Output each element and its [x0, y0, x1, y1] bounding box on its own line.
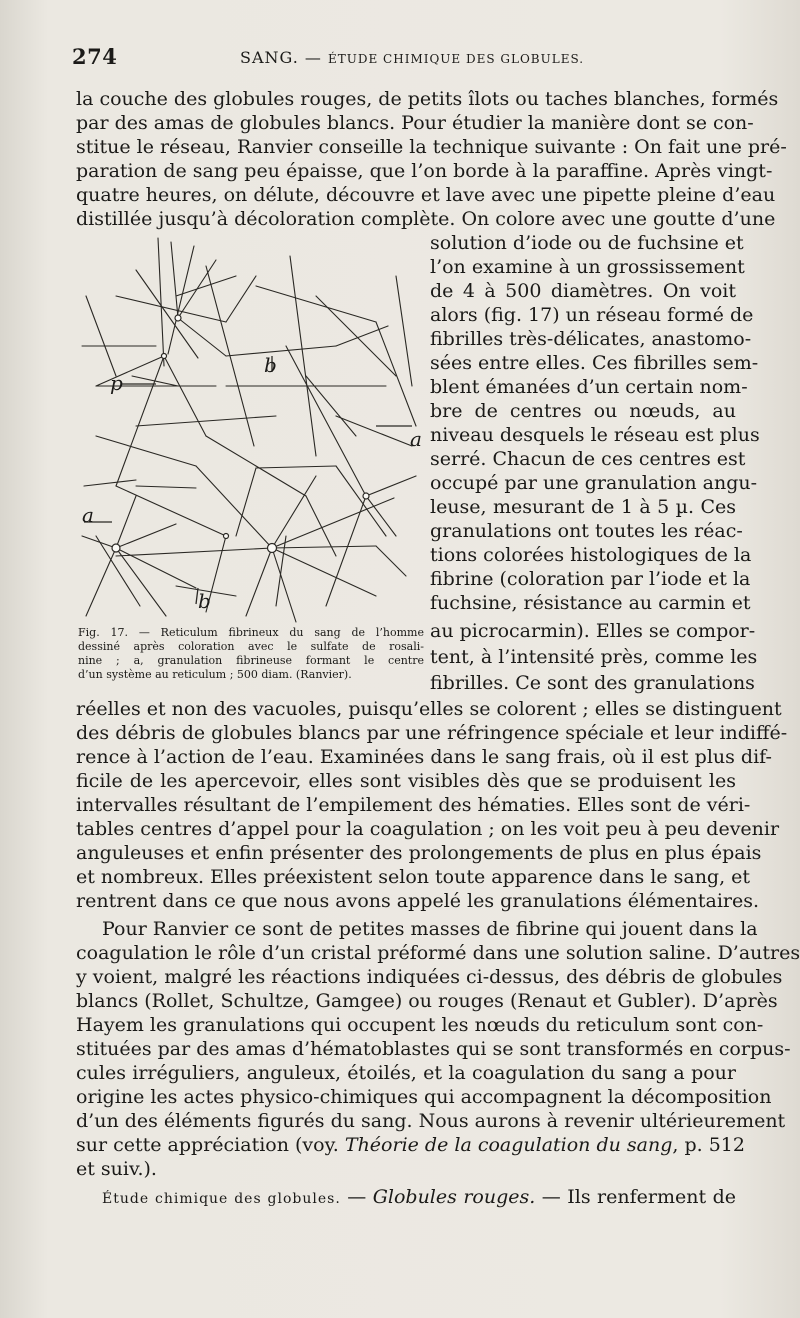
- text-line: rence à l’action de l’eau. Examinées dans le sang frais, où il est plus dif-: [76, 746, 772, 768]
- text-line: paration de sang peu épaisse, que l’on borde à la paraffine. Après vingt-: [76, 160, 773, 182]
- text-line: la couche des globules rouges, de petits îlots ou taches blanches, formés: [76, 88, 779, 110]
- figure-label-b-bottom: b: [198, 589, 211, 613]
- section-text: — Ils renferment de: [535, 1186, 736, 1208]
- figure-caption: [78, 626, 424, 682]
- text-line: tent, à l’intensité près, comme les: [430, 646, 758, 668]
- running-title-main: SANG.: [240, 48, 299, 67]
- text-line: granulations ont toutes les réac-: [430, 520, 743, 542]
- text-line: Hayem les granulations qui occupent les nœuds du reticulum sont con-: [76, 1014, 764, 1036]
- running-header: [72, 44, 732, 76]
- text-line: et nombreux. Elles préexistent selon toute apparence dans le sang, et: [76, 866, 751, 888]
- text-line: y voient, malgré les réactions indiquées ci-dessus, des débris de globules: [76, 966, 783, 988]
- text-line: l’on examine à un grossissement: [430, 256, 745, 278]
- text-line: alors (fig. 17) un réseau formé de: [430, 304, 754, 326]
- voy-title-italic: Théorie de la coagulation du sang: [344, 1134, 673, 1156]
- text-line: stituées par des amas d’hématoblastes qui se sont transformés en corpus-: [76, 1038, 791, 1060]
- text-line: sées entre elles. Ces fibrilles sem-: [430, 352, 759, 374]
- text-line: stitue le réseau, Ranvier conseille la technique suivante : On fait une pré-: [76, 136, 787, 158]
- text-line: origine les actes physico-chimiques qui accompagnent la décomposition: [76, 1086, 772, 1108]
- text-line: par des amas de globules blancs. Pour étudier la manière dont se con-: [76, 112, 754, 134]
- figure-label-a-left: a: [82, 503, 94, 527]
- text-line: rentrent dans ce que nous avons appelé les granulations élémentaires.: [76, 890, 760, 912]
- section-heading: Étude chimique des globules.: [102, 1191, 341, 1207]
- figure-label-a-right: a: [410, 427, 422, 451]
- text-line: au picrocarmin). Elles se compor-: [430, 620, 756, 642]
- text-line: leuse, mesurant de 1 à 5 µ. Ces: [430, 496, 736, 518]
- text-line: niveau desquels le réseau est plus: [430, 424, 760, 446]
- text-line: tions colorées histologiques de la: [430, 544, 752, 566]
- running-title-sub: ÉTUDE CHIMIQUE DES GLOBULES.: [327, 52, 585, 66]
- text-line: quatre heures, on délute, découvre et lave avec une pipette pleine d’eau: [76, 184, 776, 206]
- text-line: fibrilles très-délicates, anastomo-: [430, 328, 752, 350]
- caption-line: dessiné après coloration avec le sulfate de rosali-: [78, 640, 424, 653]
- text-line: bre de centres ou nœuds, au: [430, 400, 736, 422]
- text-line: des débris de globules blancs par une réfringence spéciale et leur indiffé-: [76, 722, 788, 744]
- text-line: blent émanées d’un certain nom-: [430, 376, 748, 398]
- text-line: occupé par une granulation angu-: [430, 472, 758, 494]
- text-line: tables centres d’appel pour la coagulation ; on les voit peu à peu devenir: [76, 818, 780, 840]
- figure-label-p: p: [110, 371, 123, 395]
- text-line: coagulation le rôle d’un cristal préformé dans une solution saline. D’autres: [76, 942, 800, 964]
- caption-line: Fig. 17. — Reticulum fibrineux du sang de l’homme: [78, 626, 424, 639]
- subsection-title: Globules rouges.: [372, 1186, 536, 1208]
- text-line: cules irréguliers, anguleux, étoilés, et la coagulation du sang a pour: [76, 1062, 736, 1084]
- text-line: réelles et non des vacuoles, puisqu’elles se colorent ; elles se distinguent: [76, 698, 782, 720]
- text-line: fuchsine, résistance au carmin et: [430, 592, 751, 614]
- text-line: anguleuses et enfin présenter des prolongements de plus en plus épais: [76, 842, 762, 864]
- text-line: intervalles résultant de l’empilement des hématies. Elles sont de véri-: [76, 794, 751, 816]
- running-title-dash: —: [298, 48, 328, 67]
- voy-text-a: sur cette appréciation (voy.: [76, 1134, 345, 1156]
- section-dash: —: [340, 1186, 373, 1208]
- running-title: [240, 48, 584, 67]
- section-heading-line: [76, 1185, 736, 1211]
- text-line: fibrilles. Ce sont des granulations: [430, 672, 755, 694]
- text-line: distillée jusqu’à décoloration complète. On colore avec une goutte d’une: [76, 208, 776, 230]
- text-line-voy: [76, 1133, 745, 1157]
- text-line: fibrine (coloration par l’iode et la: [430, 568, 751, 590]
- caption-line: nine ; a, granulation fibrineuse formant le centre: [78, 654, 424, 667]
- text-line: d’un des éléments figurés du sang. Nous aurons à revenir ultérieurement: [76, 1110, 786, 1132]
- figure-reticulum: [76, 236, 428, 626]
- figure-label-b-top: b: [264, 353, 277, 377]
- page-number: 274: [72, 44, 118, 69]
- text-line: Pour Ranvier ce sont de petites masses de fibrine qui jouent dans la: [102, 918, 758, 940]
- text-line: serré. Chacun de ces centres est: [430, 448, 746, 470]
- caption-line: d’un système au reticulum ; 500 diam. (Ranvier).: [78, 668, 352, 681]
- text-line: ficile de les apercevoir, elles sont visibles dès que se produisent les: [76, 770, 736, 792]
- text-line: solution d’iode ou de fuchsine et: [430, 232, 744, 254]
- text-line: de 4 à 500 diamètres. On voit: [430, 280, 736, 302]
- text-line: blancs (Rollet, Schultze, Gamgee) ou rouges (Renaut et Gubler). D’après: [76, 990, 778, 1012]
- voy-text-b: , p. 512: [672, 1134, 745, 1156]
- text-line: et suiv.).: [76, 1158, 157, 1180]
